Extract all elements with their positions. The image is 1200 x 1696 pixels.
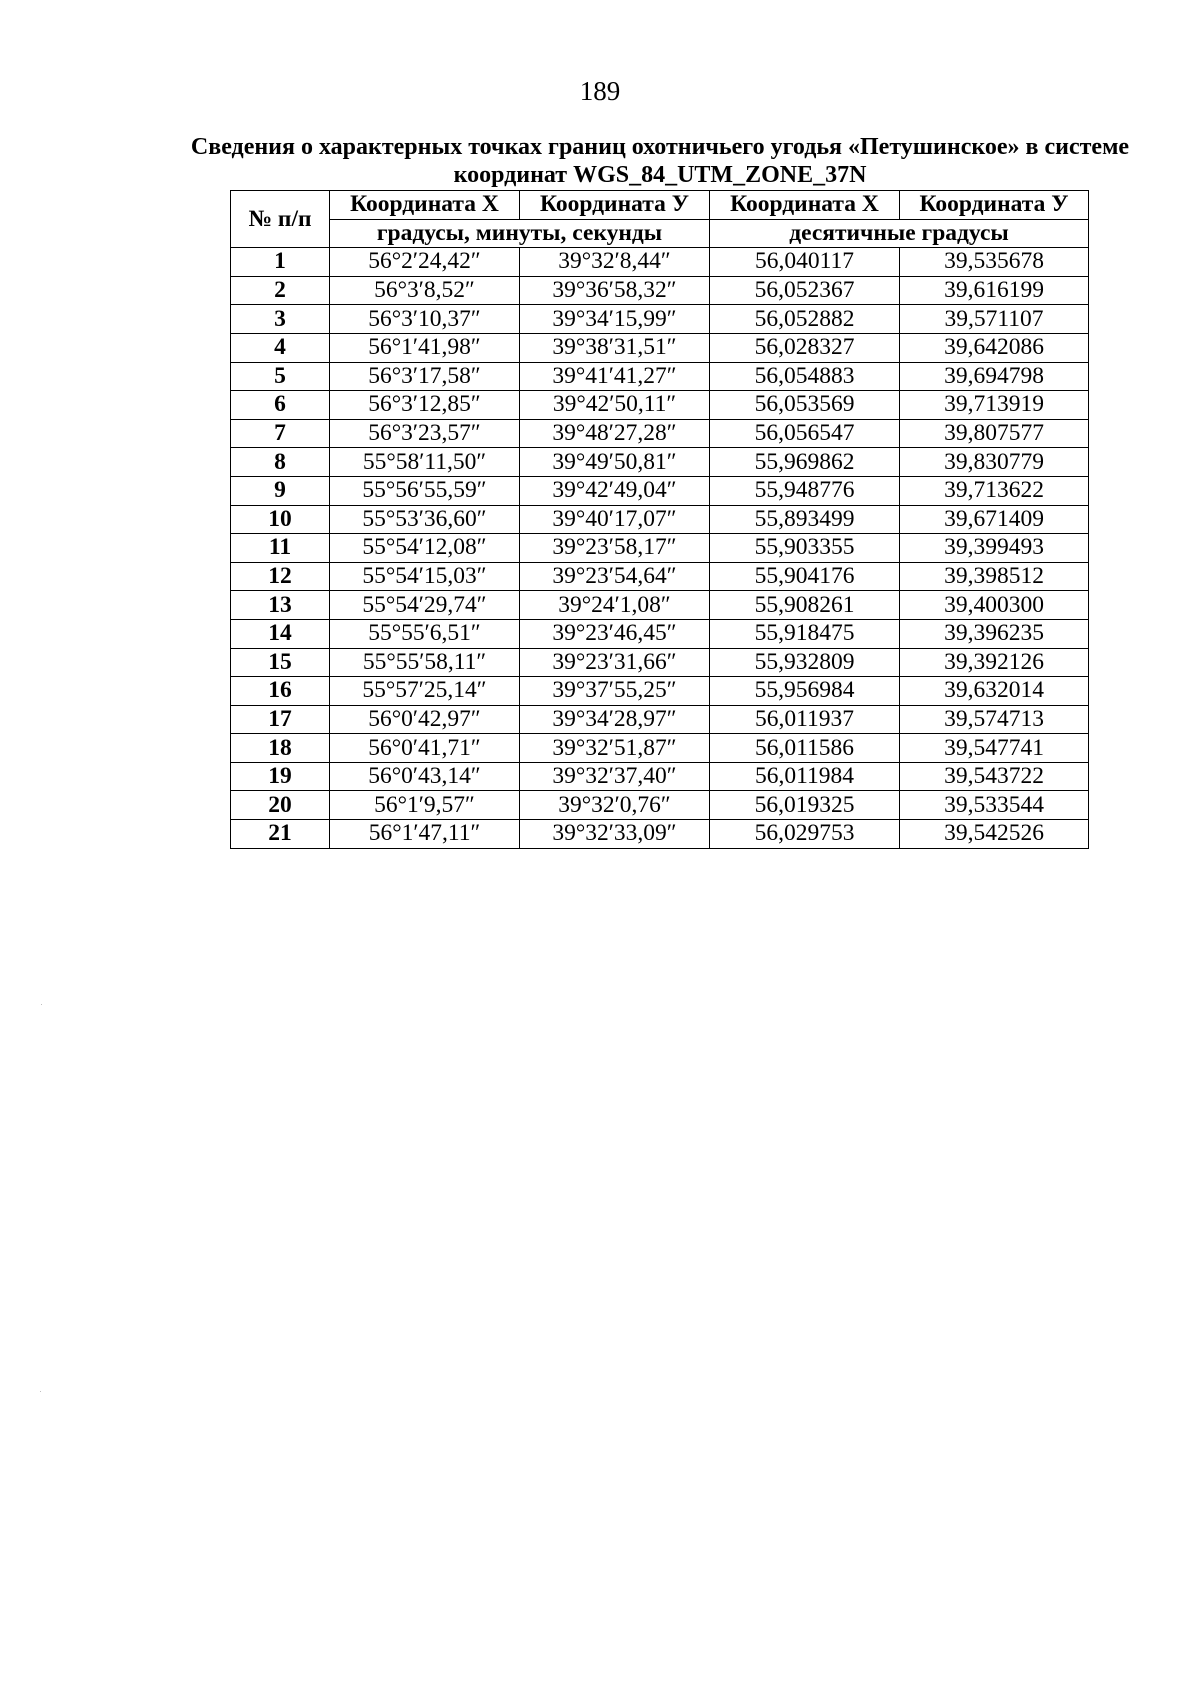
dms-y-cell: 39°23′54,64″ bbox=[520, 562, 710, 591]
table-row bbox=[231, 619, 1089, 648]
dms-y-cell: 39°32′8,44″ bbox=[520, 248, 710, 277]
dms-y-cell: 39°32′33,09″ bbox=[520, 820, 710, 849]
row-number-cell: 5 bbox=[231, 362, 330, 391]
dms-y-cell: 39°32′37,40″ bbox=[520, 762, 710, 791]
header-dec-y: Координата У bbox=[900, 191, 1089, 220]
dec-x-cell: 55,904176 bbox=[710, 562, 900, 591]
document-title-line-1: Сведения о характерных точках границ охотничьего угодья «Петушинское» в системе bbox=[190, 134, 1130, 160]
dec-y-cell: 39,830779 bbox=[900, 448, 1089, 477]
dec-x-cell: 55,956984 bbox=[710, 677, 900, 706]
table-row bbox=[231, 791, 1089, 820]
table-row bbox=[231, 276, 1089, 305]
dms-y-cell: 39°41′41,27″ bbox=[520, 362, 710, 391]
dms-x-cell: 56°3′23,57″ bbox=[330, 419, 520, 448]
table-row bbox=[231, 591, 1089, 620]
table-row bbox=[231, 762, 1089, 791]
table-row bbox=[231, 648, 1089, 677]
table-row bbox=[231, 705, 1089, 734]
header-row-units bbox=[231, 219, 1089, 248]
dec-y-cell: 39,400300 bbox=[900, 591, 1089, 620]
row-number-cell: 2 bbox=[231, 276, 330, 305]
header-number: № п/п bbox=[231, 191, 330, 248]
dec-x-cell: 55,969862 bbox=[710, 448, 900, 477]
table-row bbox=[231, 476, 1089, 505]
dec-x-cell: 56,052882 bbox=[710, 305, 900, 334]
dms-x-cell: 55°56′55,59″ bbox=[330, 476, 520, 505]
dms-x-cell: 55°54′12,08″ bbox=[330, 534, 520, 563]
table-row bbox=[231, 419, 1089, 448]
dec-x-cell: 56,040117 bbox=[710, 248, 900, 277]
dec-x-cell: 56,019325 bbox=[710, 791, 900, 820]
dms-x-cell: 56°3′17,58″ bbox=[330, 362, 520, 391]
table-row bbox=[231, 333, 1089, 362]
row-number-cell: 7 bbox=[231, 419, 330, 448]
table-row bbox=[231, 362, 1089, 391]
table-row bbox=[231, 505, 1089, 534]
row-number-cell: 18 bbox=[231, 734, 330, 763]
coordinates-table-header bbox=[231, 191, 1089, 248]
dms-x-cell: 56°1′41,98″ bbox=[330, 333, 520, 362]
coordinates-table-body bbox=[231, 248, 1089, 848]
document-title-line-2: координат WGS_84_UTM_ZONE_37N bbox=[453, 162, 867, 188]
table-row bbox=[231, 677, 1089, 706]
row-number-cell: 19 bbox=[231, 762, 330, 791]
row-number-cell: 14 bbox=[231, 619, 330, 648]
dec-x-cell: 55,908261 bbox=[710, 591, 900, 620]
row-number-cell: 20 bbox=[231, 791, 330, 820]
table-row bbox=[231, 534, 1089, 563]
dms-x-cell: 56°0′42,97″ bbox=[330, 705, 520, 734]
dms-y-cell: 39°23′58,17″ bbox=[520, 534, 710, 563]
dec-x-cell: 56,011937 bbox=[710, 705, 900, 734]
row-number-cell: 15 bbox=[231, 648, 330, 677]
dec-x-cell: 55,893499 bbox=[710, 505, 900, 534]
table-row bbox=[231, 305, 1089, 334]
row-number-cell: 3 bbox=[231, 305, 330, 334]
row-number-cell: 17 bbox=[231, 705, 330, 734]
page-number: 189 bbox=[579, 76, 621, 106]
dms-x-cell: 55°55′58,11″ bbox=[330, 648, 520, 677]
dms-y-cell: 39°42′49,04″ bbox=[520, 476, 710, 505]
dms-x-cell: 55°54′15,03″ bbox=[330, 562, 520, 591]
dec-x-cell: 56,011586 bbox=[710, 734, 900, 763]
dms-x-cell: 56°3′10,37″ bbox=[330, 305, 520, 334]
row-number-cell: 8 bbox=[231, 448, 330, 477]
dms-x-cell: 55°57′25,14″ bbox=[330, 677, 520, 706]
dms-x-cell: 55°53′36,60″ bbox=[330, 505, 520, 534]
dec-y-cell: 39,399493 bbox=[900, 534, 1089, 563]
table-row bbox=[231, 734, 1089, 763]
dec-y-cell: 39,398512 bbox=[900, 562, 1089, 591]
row-number-cell: 13 bbox=[231, 591, 330, 620]
scan-speck bbox=[40, 1391, 41, 1392]
scan-speck bbox=[41, 1004, 42, 1005]
dms-x-cell: 56°2′24,42″ bbox=[330, 248, 520, 277]
dec-y-cell: 39,632014 bbox=[900, 677, 1089, 706]
dec-x-cell: 56,011984 bbox=[710, 762, 900, 791]
dms-y-cell: 39°36′58,32″ bbox=[520, 276, 710, 305]
dms-y-cell: 39°34′28,97″ bbox=[520, 705, 710, 734]
dec-x-cell: 56,054883 bbox=[710, 362, 900, 391]
table-row bbox=[231, 562, 1089, 591]
dms-x-cell: 55°55′6,51″ bbox=[330, 619, 520, 648]
dms-y-cell: 39°42′50,11″ bbox=[520, 391, 710, 420]
row-number-cell: 16 bbox=[231, 677, 330, 706]
header-dec-unit: десятичные градусы bbox=[710, 219, 1089, 248]
dms-x-cell: 55°58′11,50″ bbox=[330, 448, 520, 477]
row-number-cell: 10 bbox=[231, 505, 330, 534]
dec-x-cell: 56,053569 bbox=[710, 391, 900, 420]
row-number-cell: 11 bbox=[231, 534, 330, 563]
header-dms-y: Координата У bbox=[520, 191, 710, 220]
table-row bbox=[231, 448, 1089, 477]
dec-y-cell: 39,392126 bbox=[900, 648, 1089, 677]
dec-x-cell: 55,948776 bbox=[710, 476, 900, 505]
header-dec-x: Координата Х bbox=[710, 191, 900, 220]
dms-y-cell: 39°49′50,81″ bbox=[520, 448, 710, 477]
table-row bbox=[231, 248, 1089, 277]
dms-x-cell: 56°3′12,85″ bbox=[330, 391, 520, 420]
dms-y-cell: 39°23′46,45″ bbox=[520, 619, 710, 648]
document-title bbox=[160, 133, 1160, 189]
dms-x-cell: 56°0′43,14″ bbox=[330, 762, 520, 791]
dms-x-cell: 56°3′8,52″ bbox=[330, 276, 520, 305]
dec-y-cell: 39,571107 bbox=[900, 305, 1089, 334]
dms-y-cell: 39°40′17,07″ bbox=[520, 505, 710, 534]
row-number-cell: 6 bbox=[231, 391, 330, 420]
dms-y-cell: 39°24′1,08″ bbox=[520, 591, 710, 620]
dec-x-cell: 56,029753 bbox=[710, 820, 900, 849]
dec-y-cell: 39,694798 bbox=[900, 362, 1089, 391]
table-row bbox=[231, 391, 1089, 420]
dec-y-cell: 39,543722 bbox=[900, 762, 1089, 791]
dec-y-cell: 39,713622 bbox=[900, 476, 1089, 505]
header-row-titles bbox=[231, 191, 1089, 220]
row-number-cell: 1 bbox=[231, 248, 330, 277]
dec-x-cell: 56,052367 bbox=[710, 276, 900, 305]
coordinates-table bbox=[230, 190, 1089, 849]
dec-y-cell: 39,547741 bbox=[900, 734, 1089, 763]
dms-y-cell: 39°32′51,87″ bbox=[520, 734, 710, 763]
dec-y-cell: 39,533544 bbox=[900, 791, 1089, 820]
header-dms-x: Координата Х bbox=[330, 191, 520, 220]
dms-y-cell: 39°38′31,51″ bbox=[520, 333, 710, 362]
row-number-cell: 12 bbox=[231, 562, 330, 591]
dms-y-cell: 39°23′31,66″ bbox=[520, 648, 710, 677]
dec-y-cell: 39,713919 bbox=[900, 391, 1089, 420]
dms-y-cell: 39°48′27,28″ bbox=[520, 419, 710, 448]
dms-x-cell: 56°1′47,11″ bbox=[330, 820, 520, 849]
dec-x-cell: 55,932809 bbox=[710, 648, 900, 677]
dec-y-cell: 39,396235 bbox=[900, 619, 1089, 648]
dec-y-cell: 39,535678 bbox=[900, 248, 1089, 277]
row-number-cell: 9 bbox=[231, 476, 330, 505]
dms-y-cell: 39°34′15,99″ bbox=[520, 305, 710, 334]
dec-y-cell: 39,616199 bbox=[900, 276, 1089, 305]
dec-y-cell: 39,671409 bbox=[900, 505, 1089, 534]
dms-x-cell: 55°54′29,74″ bbox=[330, 591, 520, 620]
dec-y-cell: 39,542526 bbox=[900, 820, 1089, 849]
dec-x-cell: 55,918475 bbox=[710, 619, 900, 648]
row-number-cell: 21 bbox=[231, 820, 330, 849]
dec-y-cell: 39,642086 bbox=[900, 333, 1089, 362]
dms-y-cell: 39°32′0,76″ bbox=[520, 791, 710, 820]
dec-x-cell: 56,028327 bbox=[710, 333, 900, 362]
dms-x-cell: 56°1′9,57″ bbox=[330, 791, 520, 820]
dms-y-cell: 39°37′55,25″ bbox=[520, 677, 710, 706]
dec-y-cell: 39,807577 bbox=[900, 419, 1089, 448]
header-dms-unit: градусы, минуты, секунды bbox=[330, 219, 710, 248]
dec-x-cell: 56,056547 bbox=[710, 419, 900, 448]
dms-x-cell: 56°0′41,71″ bbox=[330, 734, 520, 763]
table-row bbox=[231, 820, 1089, 849]
dec-x-cell: 55,903355 bbox=[710, 534, 900, 563]
row-number-cell: 4 bbox=[231, 333, 330, 362]
dec-y-cell: 39,574713 bbox=[900, 705, 1089, 734]
